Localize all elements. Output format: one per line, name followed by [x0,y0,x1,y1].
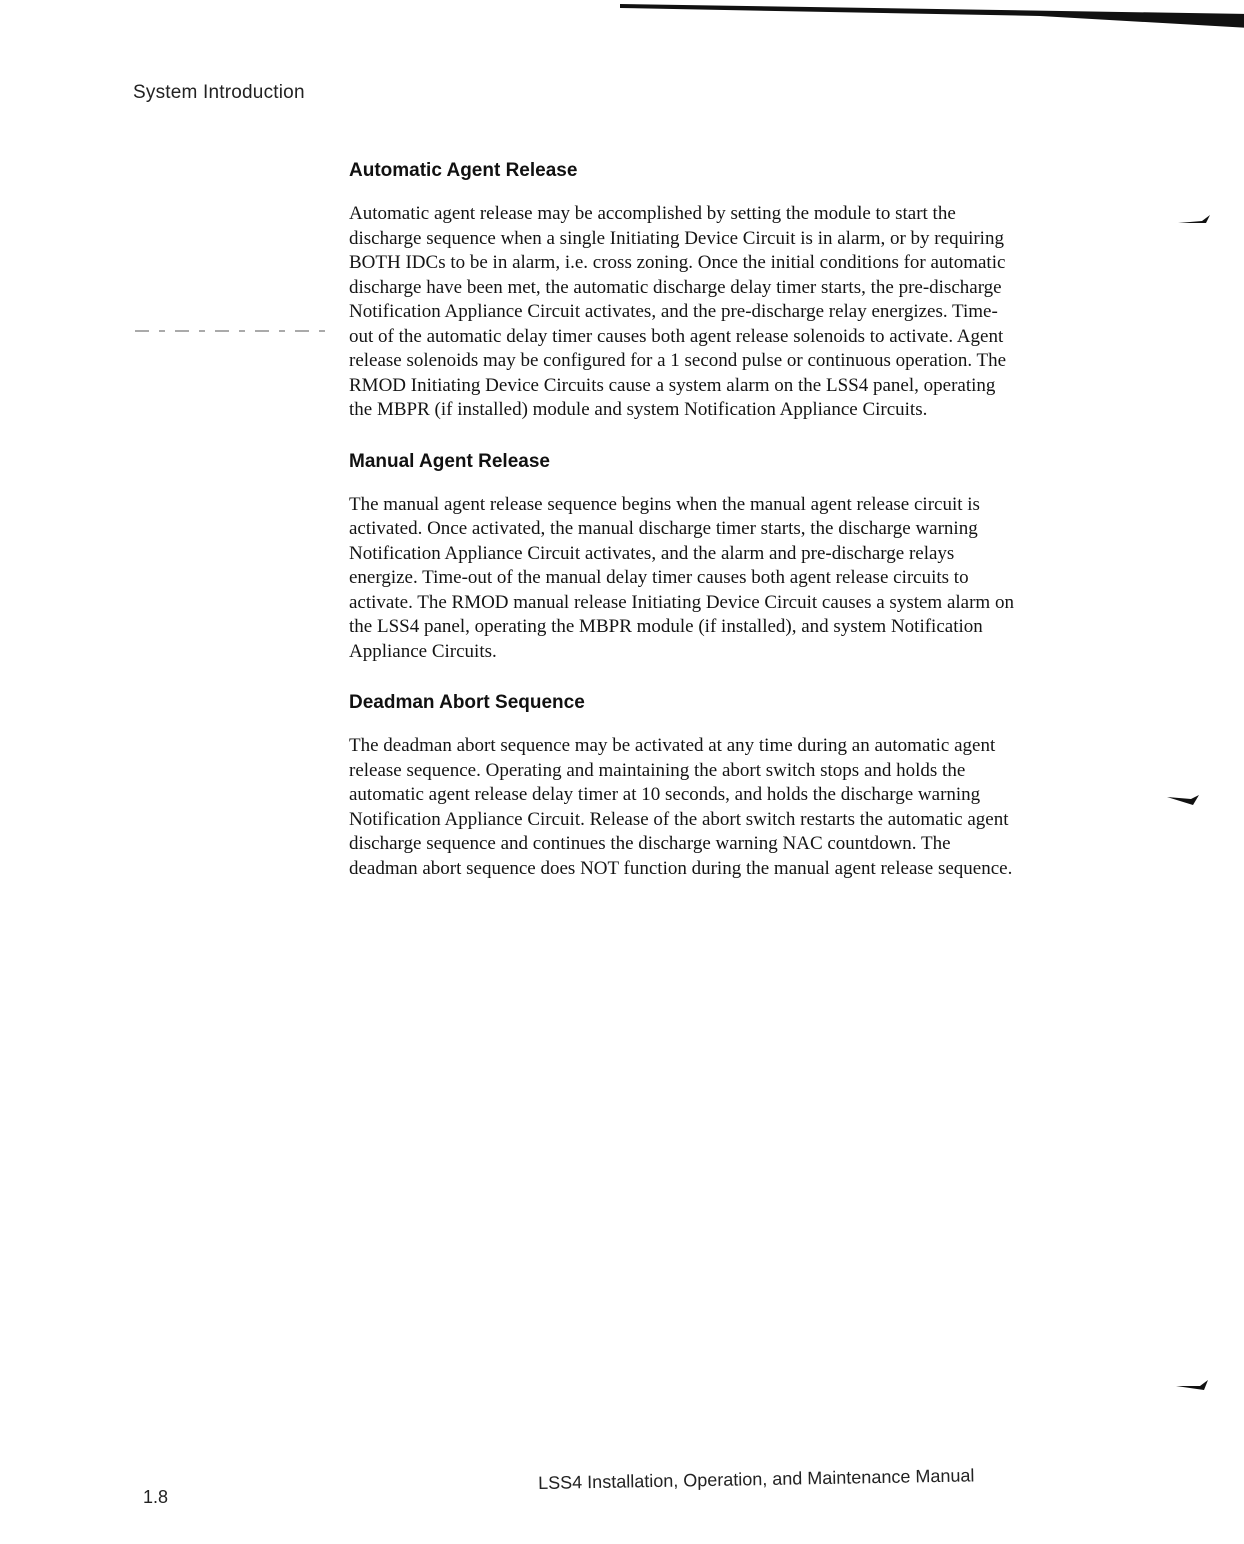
margin-dash-line [135,329,335,333]
section-manual-agent-release [349,451,1019,665]
margin-tick-mark [1176,213,1212,227]
section-heading: Deadman Abort Sequence [349,692,585,713]
footer-manual-title: LSS4 Installation, Operation, and Maintenance Manual [538,1465,975,1493]
section-body: The manual agent release sequence begins when the manual agent release circuit is activated. Once activated, the manual discharge timer starts, the discharge warning Notification Appliance Circuit activates, and the alarm and pre-discharge relays energize. Time-out of the manual delay timer causes both agent release circuits to activate. The RMOD manual release Initiating Device Circuit causes a system alarm on the LSS4 panel, operating the MBPR module (if installed), and system Notification Appliance Circuits. [349,493,1014,662]
page-number: 1.8 [143,1487,169,1507]
section-body: The deadman abort sequence may be activated at any time during an automatic agent release sequence. Operating and maintaining the abort switch stops and holds the automatic agent release delay timer at 10 seconds, and holds the discharge warning Notification Appliance Circuit. Release of the abort switch restarts the automatic agent discharge sequence and continues the discharge warning NAC countdown. The deadman abort sequence does NOT function during the manual agent release sequence. [349,735,1013,879]
margin-tick-mark [1174,1378,1210,1392]
margin-tick-mark [1165,793,1201,807]
section-heading: Manual Agent Release [349,450,550,472]
section-automatic-agent-release [349,160,1019,423]
running-header: System Introduction [133,82,305,103]
section-heading: Automatic Agent Release [349,160,578,181]
top-edge-rule [620,2,1244,28]
main-content [349,160,1019,909]
section-deadman-abort-sequence [349,692,1019,881]
section-body: Automatic agent release may be accomplished by setting the module to start the discharge sequence when a single Initiating Device Circuit is in alarm, or by requiring BOTH IDCs to be in alarm, i.e. cross zoning. Once the initial conditions for automatic discharge have been met, the automatic discharge delay timer starts, the pre-discharge Notification Appliance Circuit activates, and the pre-discharge relay energizes. Time-out of the automatic delay timer causes both agent release solenoids to activate. Agent release solenoids may be configured for a 1 second pulse or continuous operation. The RMOD Initiating Device Circuits cause a system alarm on the LSS4 panel, operating the MBPR (if installed) module and system Notification Appliance Circuits. [349,203,1007,420]
